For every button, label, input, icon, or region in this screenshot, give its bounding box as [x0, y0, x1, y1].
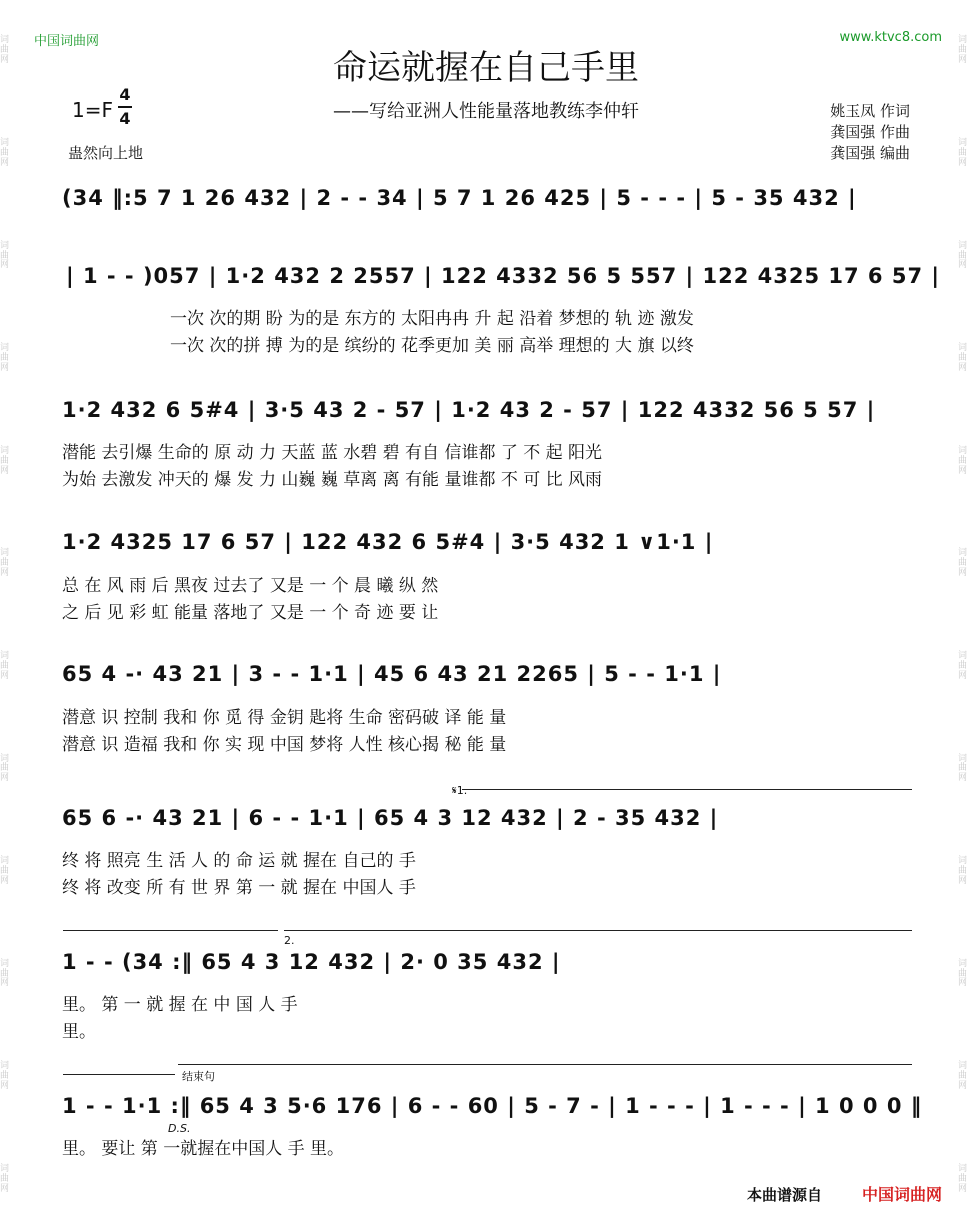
side-watermark: 词曲网 [0, 240, 10, 271]
side-watermark: 词曲网 [958, 445, 968, 476]
side-watermark: 词曲网 [958, 343, 968, 373]
side-watermark: 词曲网 [0, 138, 10, 168]
staff-top-line [63, 1074, 175, 1075]
lyric-line-4b: 之 后 见 彩 虹 能量 落地了 又是 一 个 奇 迹 要 让 [62, 603, 439, 623]
score-line-7: 1 - - (34 :‖ 65 4 3 12 432 | 2· 0 35 432 | [62, 950, 561, 974]
brand-link-left[interactable]: 中国词曲网 [34, 34, 100, 49]
side-watermark: 词曲网 [958, 138, 968, 168]
side-watermark: 词曲网 [0, 445, 10, 476]
lyric-line-2a: 一次 次的期 盼 为的是 东方的 太阳冉冉 升 起 沿着 梦想的 轨 迹 激发 [170, 309, 694, 329]
lyric-line-5b: 潜意 识 造福 我和 你 实 现 中国 梦将 人性 核心揭 秘 能 量 [62, 735, 507, 755]
side-watermark: 词曲网 [958, 650, 968, 681]
lyric-line-2b: 一次 次的拼 搏 为的是 缤纷的 花季更加 美 丽 高举 理想的 大 旗 以终 [170, 336, 694, 356]
side-watermark: 词曲网 [958, 1163, 968, 1194]
song-title: 命运就握在自己手里 [333, 48, 639, 88]
score-line-5: 65 4 -· 43 21 | 3 - - 1·1 | 45 6 43 21 2265 | 5 - - 1·1 | [62, 662, 722, 686]
time-denominator: 4 [119, 109, 131, 128]
second-ending-bracket [284, 930, 912, 931]
source-brand-link[interactable]: 中国词曲网 [861, 1185, 942, 1204]
score-line-2: | 1 - - )057 | 1·2 432 2 2557 | 122 4332 56 5 557 | 122 4325 17 6 57 | [66, 264, 941, 288]
lyricist-credit: 姚玉凤 作词 [830, 102, 910, 120]
right-watermark-strip [958, 0, 972, 1231]
staff-top-line [63, 930, 278, 931]
side-watermark: 词曲网 [958, 958, 968, 989]
side-watermark: 词曲网 [0, 35, 10, 66]
lyric-line-5a: 潜意 识 控制 我和 你 觅 得 金钥 匙将 生命 密码破 译 能 量 [62, 708, 507, 728]
da-segno-mark: D.S. [168, 1122, 191, 1135]
segno-first-ending: 𝄋1. [452, 784, 468, 797]
score-line-4: 1·2 4325 17 6 57 | 122 432 6 5#4 | 3·5 432 1 ∨1·1 | [62, 530, 714, 554]
lyric-line-7a: 里。 第 一 就 握 在 中 国 人 手 [62, 995, 298, 1015]
lyric-line-8a: 里。 要让 第 一就握在中国人 手 里。 [62, 1139, 345, 1159]
brand-link-right[interactable]: www.ktvc8.com [839, 30, 942, 45]
side-watermark: 词曲网 [0, 958, 10, 989]
lyric-line-3b: 为始 去激发 冲天的 爆 发 力 山巍 巍 草离 离 有能 量谁都 不 可 比 风雨 [62, 470, 603, 490]
side-watermark: 词曲网 [958, 856, 968, 886]
key-signature: 1=F [72, 98, 113, 122]
ending-phrase-bracket [178, 1064, 912, 1065]
source-label: 本曲谱源自 [746, 1186, 822, 1204]
lyric-line-6a: 终 将 照亮 生 活 人 的 命 运 就 握在 自己的 手 [62, 851, 416, 871]
side-watermark: 词曲网 [0, 548, 10, 579]
score-line-3: 1·2 432 6 5#4 | 3·5 43 2 - 57 | 1·2 43 2 - 57 | 122 4332 56 5 57 | [62, 398, 876, 422]
side-watermark: 词曲网 [0, 1163, 10, 1194]
score-line-8: 1 - - 1·1 :‖ 65 4 3 5·6 176 | 6 - - 60 | 5 - 7 - | 1 - - - | 1 - - - | 1 0 0 0 ‖ [62, 1094, 923, 1118]
time-signature [118, 84, 132, 130]
composer-credit: 龚国强 作曲 [830, 123, 910, 141]
side-watermark: 词曲网 [958, 240, 968, 271]
lyric-line-6b: 终 将 改变 所 有 世 界 第 一 就 握在 中国人 手 [62, 878, 416, 898]
side-watermark: 词曲网 [0, 343, 10, 373]
side-watermark: 词曲网 [958, 35, 968, 66]
song-subtitle: ——写给亚洲人性能量落地教练李仲轩 [333, 101, 639, 122]
second-ending-label: 2. [284, 934, 295, 947]
side-watermark: 词曲网 [958, 548, 968, 579]
lyric-line-4a: 总 在 风 雨 后 黑夜 过去了 又是 一 个 晨 曦 纵 然 [62, 576, 439, 596]
time-numerator: 4 [119, 85, 131, 104]
left-watermark-strip [0, 0, 14, 1231]
side-watermark: 词曲网 [958, 1061, 968, 1092]
lyric-line-3a: 潜能 去引爆 生命的 原 动 力 天蓝 蓝 水碧 碧 有自 信谁都 了 不 起 阳光 [62, 443, 603, 463]
score-line-1: (34 ‖:5 7 1 26 432 | 2 - - 34 | 5 7 1 26 425 | 5 - - - | 5 - 35 432 | [62, 186, 857, 210]
side-watermark: 词曲网 [0, 1061, 10, 1092]
side-watermark: 词曲网 [0, 856, 10, 886]
first-ending-bracket [462, 789, 912, 790]
score-line-6: 65 6 -· 43 21 | 6 - - 1·1 | 65 4 3 12 432 | 2 - 35 432 | [62, 806, 719, 830]
side-watermark: 词曲网 [0, 753, 10, 784]
lyric-line-7b: 里。 [62, 1022, 96, 1042]
side-watermark: 词曲网 [0, 650, 10, 681]
side-watermark: 词曲网 [958, 753, 968, 784]
ending-phrase-label: 结束句 [182, 1070, 215, 1083]
tempo-mood: 蛊然向上地 [68, 144, 144, 162]
arranger-credit: 龚国强 编曲 [830, 144, 910, 162]
